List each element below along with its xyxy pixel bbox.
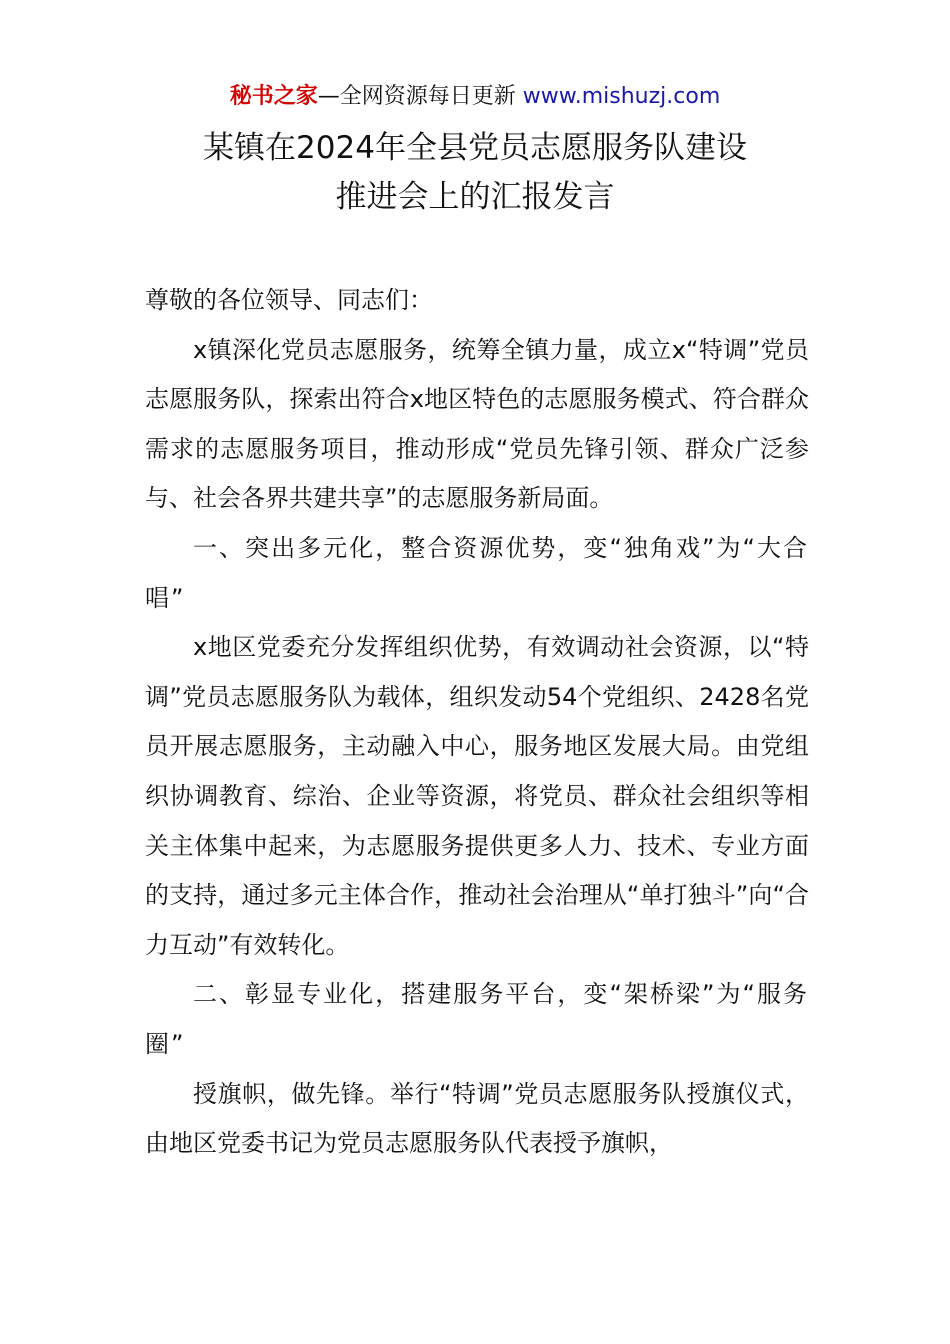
section-paragraph-1: x地区党委充分发挥组织优势，有效调动社会资源，以“特调”党员志愿服务队为载体，组织发动54个党组织、2428名党员开展志愿服务，主动融入中心，服务地区发展大局。由党组织协调教育、综治、企业等资源，将党员、群众社会组织等相关主体集中起来，为志愿服务提供更多人力、技术、专业方面的支持，通过多元主体合作，推动社会治理从“单打独斗”向“合力互动”有效转化。 bbox=[145, 633, 809, 959]
intro-paragraph: x镇深化党员志愿服务，统筹全镇力量，成立x“特调”党员志愿服务队，探索出符合x地区特色的志愿服务模式、符合群众需求的志愿服务项目，推动形成“党员先锋引领、群众广泛参与、社会各界共建共享”的志愿服务新局面。 bbox=[145, 335, 809, 513]
section-heading-2: 二、彰显专业化，搭建服务平台，变“架桥梁”为“服务圈” bbox=[145, 980, 809, 1058]
document-title-line-2: 推进会上的汇报发言 bbox=[335, 179, 615, 215]
section-paragraph-2: 授旗帜，做先锋。举行“特调”党员志愿服务队授旗仪式，由地区党委书记为党员志愿服务队代表授予旗帜， bbox=[145, 1079, 809, 1158]
document-title-line-1: 某镇在2024年全县党员志愿服务队建设 bbox=[203, 130, 747, 166]
brand-name: 秘书之家 bbox=[229, 84, 318, 109]
site-url-link[interactable]: www.mishuzj.com bbox=[522, 84, 721, 109]
header-tagline: —全网资源每日更新 bbox=[317, 84, 523, 109]
section-heading-1: 一、突出多元化，整合资源优势，变“独角戏”为“大合唱” bbox=[145, 533, 809, 612]
document-body bbox=[145, 276, 809, 1169]
site-header bbox=[0, 82, 950, 112]
salutation: 尊敬的各位领导、同志们： bbox=[145, 286, 433, 314]
